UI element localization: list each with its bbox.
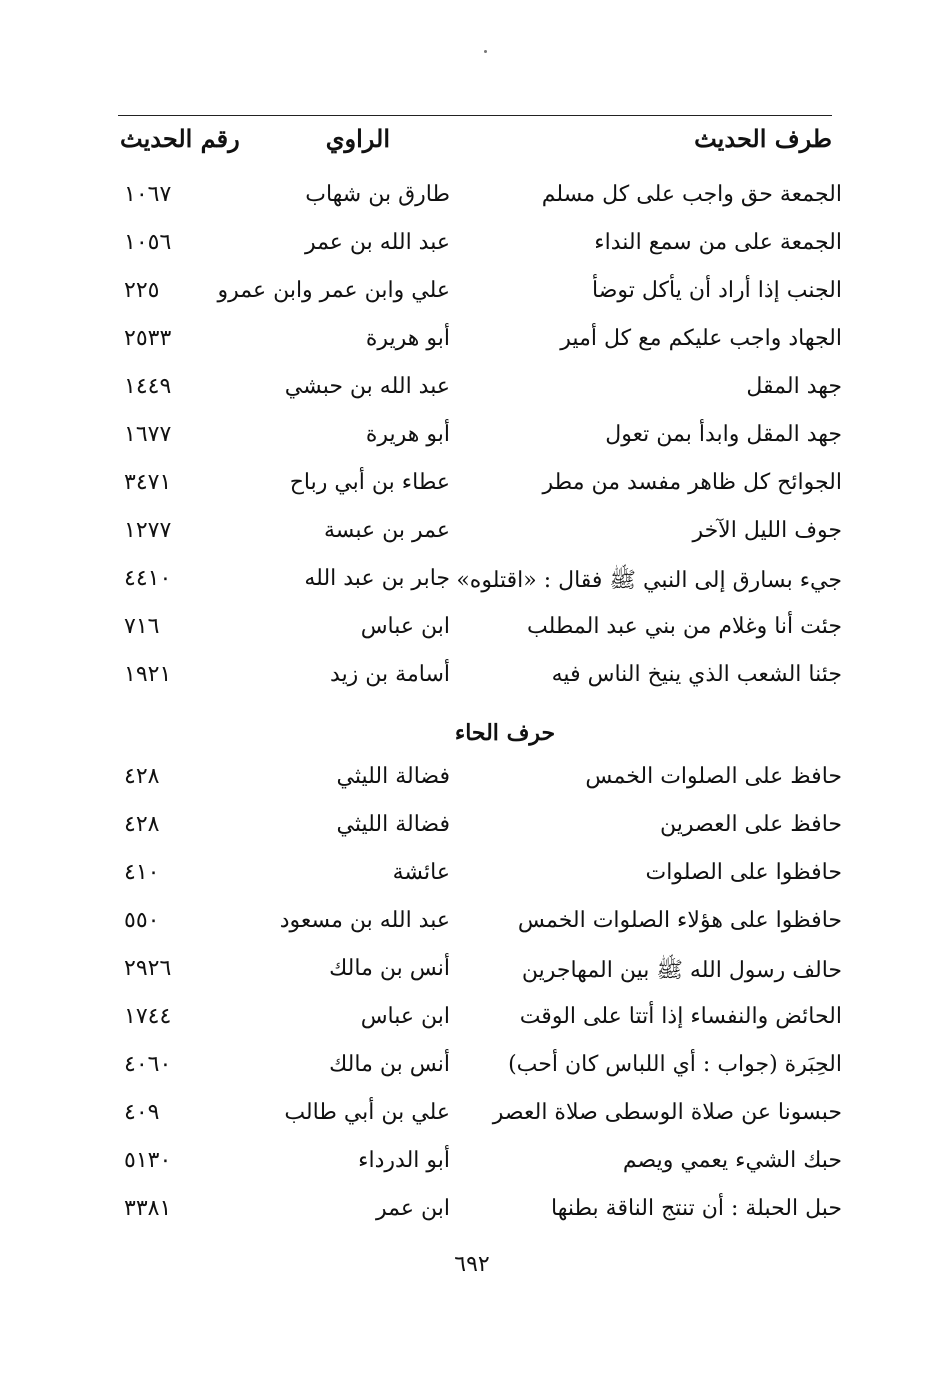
table-row bbox=[118, 374, 842, 418]
hadith-start-cell: الجهاد واجب عليكم مع كل أمير bbox=[560, 326, 842, 351]
table-row bbox=[118, 278, 842, 322]
hadith-number-cell: ٤١٠ bbox=[124, 860, 160, 885]
narrator-cell: ابن عمر bbox=[376, 1196, 450, 1221]
table-row bbox=[118, 230, 842, 274]
header-hadith-number: رقم الحديث bbox=[120, 124, 240, 153]
hadith-start-cell: جوف الليل الآخر bbox=[692, 518, 842, 543]
hadith-number-cell: ٥١٣٠ bbox=[124, 1148, 172, 1173]
hadith-start-cell: الحائض والنفساء إذا أتتا على الوقت bbox=[519, 1004, 842, 1029]
table-row bbox=[118, 812, 842, 856]
scan-speck bbox=[484, 50, 487, 53]
narrator-cell: فضالة الليثي bbox=[336, 764, 450, 789]
table-row bbox=[118, 1148, 842, 1192]
hadith-number-cell: ١٠٦٧ bbox=[124, 182, 172, 207]
hadith-number-cell: ٢٩٢٦ bbox=[124, 956, 172, 981]
hadith-start-cell: جئنا الشعب الذي ينيخ الناس فيه bbox=[551, 662, 842, 687]
hadith-number-cell: ١٢٧٧ bbox=[124, 518, 172, 543]
hadith-start-cell: الحِبَرة (جواب : أي اللباس كان أحب) bbox=[508, 1052, 842, 1077]
hadith-start-cell: حبك الشيء يعمي ويصم bbox=[622, 1148, 842, 1173]
table-row bbox=[118, 662, 842, 706]
hadith-number-cell: ١٤٤٩ bbox=[124, 374, 172, 399]
table-row bbox=[118, 566, 842, 610]
narrator-cell: عطاء بن أبي رباح bbox=[289, 470, 450, 495]
table-row bbox=[118, 1052, 842, 1096]
narrator-cell: جابر بن عبد الله bbox=[304, 566, 450, 591]
hadith-start-cell: حبل الحبلة : أن تنتج الناقة بطنها bbox=[551, 1196, 842, 1221]
hadith-start-cell: الجمعة على من سمع النداء bbox=[594, 230, 842, 255]
page-number: ٦٩٢ bbox=[454, 1252, 490, 1277]
hadith-start-cell: حبسونا عن صلاة الوسطى صلاة العصر bbox=[492, 1100, 842, 1125]
hadith-number-cell: ٤٢٨ bbox=[124, 764, 160, 789]
hadith-number-cell: ٧١٦ bbox=[124, 614, 160, 639]
table-row bbox=[118, 764, 842, 808]
table-row bbox=[118, 1100, 842, 1144]
hadith-number-cell: ١٦٧٧ bbox=[124, 422, 172, 447]
narrator-cell: أبو هريرة bbox=[365, 422, 450, 447]
hadith-number-cell: ٤٠٩ bbox=[124, 1100, 160, 1125]
hadith-number-cell: ١٧٤٤ bbox=[124, 1004, 172, 1029]
table-header bbox=[118, 124, 832, 168]
narrator-cell: عبد الله بن مسعود bbox=[279, 908, 450, 933]
hadith-start-cell: حافظ على العصرين bbox=[660, 812, 842, 837]
table-row bbox=[118, 182, 842, 226]
narrator-cell: أسامة بن زيد bbox=[330, 662, 450, 687]
hadith-number-cell: ٣٣٨١ bbox=[124, 1196, 172, 1221]
narrator-cell: فضالة الليثي bbox=[336, 812, 450, 837]
table-row bbox=[118, 860, 842, 904]
hadith-start-cell: جئت أنا وغلام من بني عبد المطلب bbox=[526, 614, 842, 639]
table-row bbox=[118, 614, 842, 658]
table-row bbox=[118, 908, 842, 952]
hadith-number-cell: ٣٤٧١ bbox=[124, 470, 172, 495]
narrator-cell: عبد الله بن حبشي bbox=[284, 374, 450, 399]
hadith-number-cell: ٤٢٨ bbox=[124, 812, 160, 837]
narrator-cell: ابن عباس bbox=[360, 614, 450, 639]
header-top-rule bbox=[118, 115, 832, 116]
narrator-cell: عبد الله بن عمر bbox=[304, 230, 450, 255]
narrator-cell: عائشة bbox=[392, 860, 450, 885]
narrator-cell: عمر بن عبسة bbox=[323, 518, 450, 543]
hadith-start-cell: حالف رسول الله ﷺ بين المهاجرين bbox=[521, 958, 842, 983]
narrator-cell: علي وابن عمر وابن عمرو bbox=[217, 278, 450, 303]
table-row bbox=[118, 956, 842, 1000]
hadith-number-cell: ١٠٥٦ bbox=[124, 230, 172, 255]
hadith-start-cell: جهد المقل وابدأ بمن تعول bbox=[605, 422, 842, 447]
hadith-number-cell: ٢٢٥ bbox=[124, 278, 160, 303]
hadith-start-cell: جهد المقل bbox=[746, 374, 842, 399]
narrator-cell: أنس بن مالك bbox=[329, 956, 450, 981]
hadith-number-cell: ٢٥٣٣ bbox=[124, 326, 172, 351]
hadith-start-cell: الجنب إذا أراد أن يأكل توضأ bbox=[592, 278, 842, 303]
hadith-start-cell: حافظ على الصلوات الخمس bbox=[585, 764, 842, 789]
table-row bbox=[118, 1004, 842, 1048]
hadith-start-cell: الجوائح كل ظاهر مفسد من مطر bbox=[542, 470, 842, 495]
table-row bbox=[118, 518, 842, 562]
hadith-start-cell: حافظوا على هؤلاء الصلوات الخمس bbox=[517, 908, 842, 933]
header-hadith-start: طرف الحديث bbox=[694, 124, 832, 153]
header-narrator: الراوي bbox=[325, 124, 390, 153]
hadith-number-cell: ٥٥٠ bbox=[124, 908, 160, 933]
narrator-cell: علي بن أبي طالب bbox=[284, 1100, 450, 1125]
narrator-cell: أبو الدرداء bbox=[358, 1148, 450, 1173]
narrator-cell: أبو هريرة bbox=[365, 326, 450, 351]
hadith-start-cell: الجمعة حق واجب على كل مسلم bbox=[541, 182, 842, 207]
hadith-number-cell: ١٩٢١ bbox=[124, 662, 172, 687]
table-row bbox=[118, 470, 842, 514]
narrator-cell: طارق بن شهاب bbox=[305, 182, 450, 207]
table-row bbox=[118, 422, 842, 466]
table-row bbox=[118, 1196, 842, 1240]
hadith-number-cell: ٤٠٦٠ bbox=[124, 1052, 172, 1077]
hadith-number-cell: ٤٤١٠ bbox=[124, 566, 172, 591]
hadith-start-cell: حافظوا على الصلوات bbox=[645, 860, 842, 885]
hadith-start-cell: جيء بسارق إلى النبي ﷺ فقال : «اقتلوه» bbox=[456, 568, 842, 593]
narrator-cell: أنس بن مالك bbox=[329, 1052, 450, 1077]
section-title-haa: حرف الحاء bbox=[454, 720, 556, 746]
narrator-cell: ابن عباس bbox=[360, 1004, 450, 1029]
table-row bbox=[118, 326, 842, 370]
